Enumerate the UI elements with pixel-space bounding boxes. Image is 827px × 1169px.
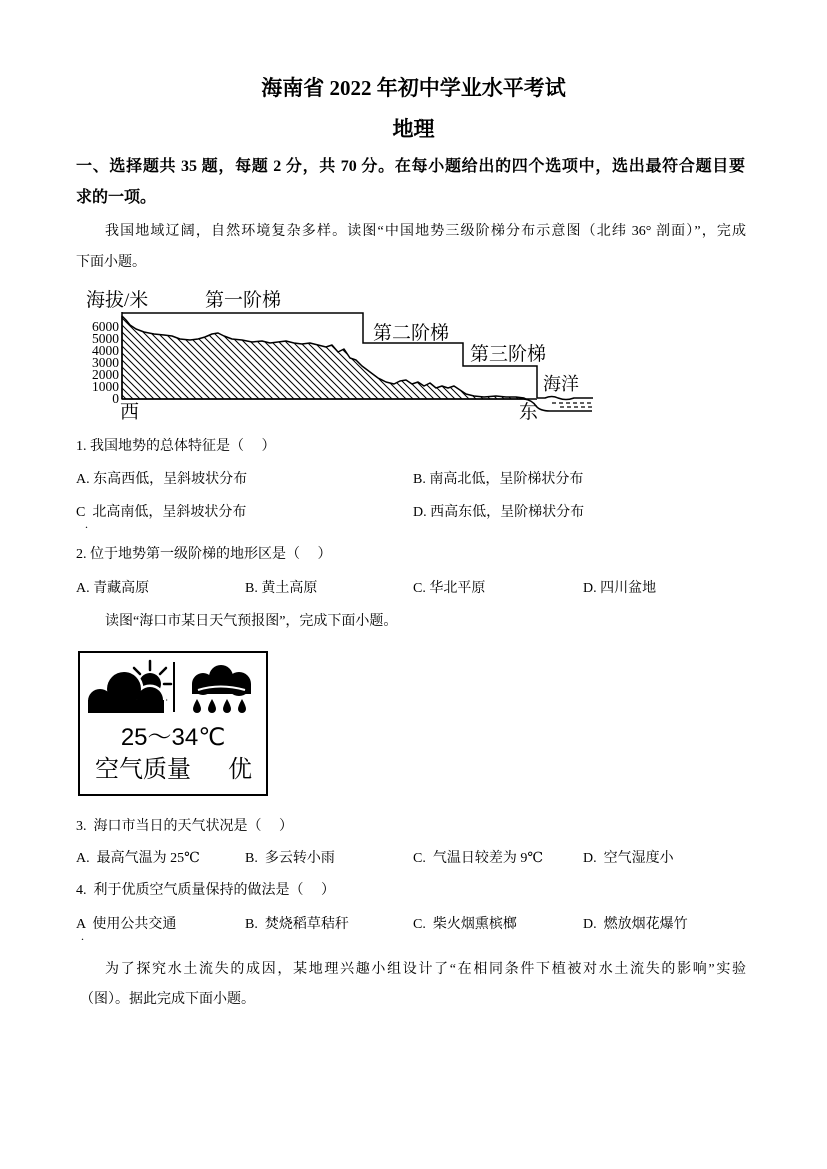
question-4-stem: 4. 利于优质空气质量保持的做法是（ ） xyxy=(76,883,335,898)
passage-erosion-line-1: 为了探究水土流失的成因，某地理兴趣小组设计了“在相同条件下植被对水土流失的影响”实验 xyxy=(105,962,746,977)
question-4-option-d: D. 燃放烟花爆竹 xyxy=(583,917,688,932)
step-1-label: 第一阶梯 xyxy=(205,290,282,311)
question-1-option-b: B. 南高北低，呈阶梯状分布 xyxy=(413,472,584,487)
exam-subject: 地理 xyxy=(392,117,435,141)
exam-title: 海南省 2022 年初中学业水平考试 xyxy=(261,76,566,100)
question-4-option-b: B. 焚烧稻草秸秆 xyxy=(245,917,349,932)
elevation-tick-label: 0 xyxy=(112,391,119,406)
question-2-option-d: D. 四川盆地 xyxy=(583,581,657,596)
ocean-surface-line xyxy=(537,397,593,400)
passage-erosion-line-2: （图）。据此完成下面小题。 xyxy=(80,992,255,1007)
air-quality-value: 优 xyxy=(228,756,252,783)
question-1-option-d: D. 西高东低，呈阶梯状分布 xyxy=(413,505,585,520)
terrain-cross-section xyxy=(122,316,526,399)
raindrop-icons xyxy=(193,699,246,713)
elevation-tick-label: 5000 xyxy=(92,331,119,346)
stray-period-mark: . xyxy=(85,517,88,531)
step-3-label: 第三阶梯 xyxy=(470,344,547,365)
elevation-tick-label: 4000 xyxy=(92,343,119,358)
elevation-tick-label: 6000 xyxy=(92,319,119,334)
section-heading-line-2: 求的一项。 xyxy=(76,189,157,206)
terrain-profile-figure xyxy=(70,280,610,425)
elevation-tick-label: 3000 xyxy=(92,355,119,370)
question-2-option-b: B. 黄土高原 xyxy=(245,581,318,596)
stray-period-mark: . xyxy=(81,929,84,943)
question-2-stem: 2. 位于地势第一级阶梯的地形区是（ ） xyxy=(76,547,332,562)
temperature-range: 25～34℃ xyxy=(120,724,226,751)
passage-terrain-line-2: 下面小题。 xyxy=(76,255,146,270)
question-1-stem: 1. 我国地势的总体特征是（ ） xyxy=(76,439,276,454)
question-4-option-a: A 使用公共交通 xyxy=(76,917,177,932)
elevation-tick-label: 1000 xyxy=(92,379,119,394)
question-3-stem: 3. 海口市当日的天气状况是（ ） xyxy=(76,819,293,834)
elevation-tick-label: 2000 xyxy=(92,367,119,382)
question-1-option-c: C 北高南低，呈斜坡状分布 xyxy=(76,505,247,520)
question-3-option-c: C. 气温日较差为 9℃ xyxy=(413,851,543,866)
rain-cloud-icon xyxy=(192,665,251,713)
question-3-option-d: D. 空气湿度小 xyxy=(583,851,674,866)
weather-forecast-card xyxy=(78,651,268,796)
question-4-option-c: C. 柴火烟熏槟榔 xyxy=(413,917,517,932)
question-2-option-c: C. 华北平原 xyxy=(413,581,486,596)
sun-behind-cloud-icon xyxy=(88,661,171,713)
question-1-option-a: A. 东高西低，呈斜坡状分布 xyxy=(76,472,248,487)
passage-weather: 读图“海口市某日天气预报图”，完成下面小题。 xyxy=(105,614,398,629)
question-3-option-a: A. 最高气温为 25℃ xyxy=(76,851,200,866)
ocean-label: 海洋 xyxy=(543,374,579,394)
air-quality-label: 空气质量 xyxy=(95,756,191,783)
west-label: 西 xyxy=(120,402,140,423)
passage-terrain-line-1: 我国地域辽阔，自然环境复杂多样。读图“中国地势三级阶梯分布示意图（北纬 36° 剖面）”，完成 xyxy=(105,224,746,239)
east-label: 东 xyxy=(519,402,539,423)
terrain-axis-label: 海拔/米 xyxy=(86,290,149,311)
step-2-label: 第二阶梯 xyxy=(373,323,450,344)
question-2-option-a: A. 青藏高原 xyxy=(76,581,150,596)
section-heading-line-1: 一、选择题共 35 题，每题 2 分，共 70 分。在每小题给出的四个选项中，选出最符合题目要 xyxy=(76,158,745,175)
elevation-ticks xyxy=(92,319,119,406)
question-3-option-b: B. 多云转小雨 xyxy=(245,851,335,866)
